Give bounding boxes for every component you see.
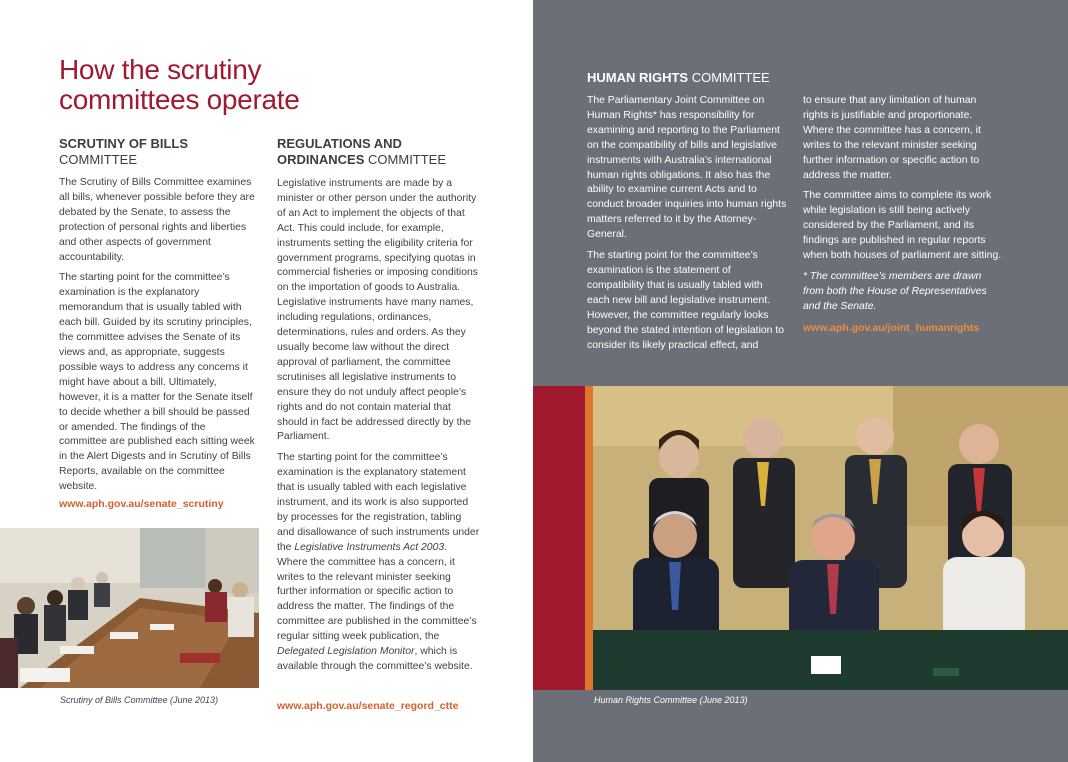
human-rights-link[interactable]: www.aph.gov.au/joint_humanrights: [803, 321, 980, 334]
publication-name: Delegated Legislation Monitor: [277, 646, 415, 658]
paragraph: Legislative instruments are made by a minister or other person under the authority of an Act to implement the objects of that Act. This could include, for example, instruments setting the eligibility criteria for government programs, specifying quotas in commercial fisheries or imposing conditions on the importation of goods to Australia. Legislative instruments have many names, including regulations, ordinances, determinations, rules and orders. As they usually become law without the direct approval of parliament, the committee scrutinises all legislative instruments to ensure they do not unduly affect people’s rights and do not contain material that should in fact be addressed directly by the Parliament.: [277, 178, 478, 443]
human-rights-caption: Human Rights Committee (June 2013): [594, 695, 748, 705]
accent-band-red: [533, 386, 585, 690]
human-rights-photo: [593, 386, 1068, 690]
human-rights-col1: [587, 94, 787, 359]
text-run: The starting point for the committee’s examination is the explanatory statement that is usually tabled with each legislative instrument, and its work is also supported by processes for the registration, tabling and disallowance of such instruments under the: [277, 452, 480, 553]
scrutiny-bills-photo: [0, 528, 259, 688]
accent-band-orange: [585, 386, 593, 690]
text-run: , which is available through the committee’s website.: [277, 646, 473, 672]
paragraph: The Scrutiny of Bills Committee examines all bills, whenever possible before they are debated by the Senate, to assess the protection of personal rights and liberties and other aspects of government accountability.: [59, 177, 255, 263]
heading-rest: COMMITTEE: [368, 152, 447, 167]
act-name: Legislative Instruments Act 2003: [294, 541, 445, 553]
membership-note: * The committee’s members are drawn from both the House of Representatives and the Senate.: [803, 270, 987, 312]
heading-bold-1: REGULATIONS AND: [277, 136, 402, 151]
meeting-room-image: [0, 528, 259, 688]
heading-bold: SCRUTINY OF BILLS: [59, 136, 189, 151]
human-rights-heading: [587, 70, 770, 85]
scrutiny-bills-link[interactable]: www.aph.gov.au/senate_scrutiny: [59, 498, 224, 510]
paragraph: [277, 451, 480, 675]
text-run: . Where the committee has a concern, it writes to the relevant minister seeking further information or specific action to address the matter. The findings of the committee are published in the committee’s regular sitting week publication, the: [277, 541, 477, 643]
scrutiny-bills-body: [59, 176, 255, 501]
heading-bold: HUMAN RIGHTS: [587, 70, 689, 85]
regulations-body: [277, 177, 480, 681]
paragraph: The committee aims to complete its work while legislation is still being actively considered by the Parliament, and its findings are published in regular reports when both houses of parliament are sitting.: [803, 190, 1002, 262]
paragraph: The starting point for the committee’s examination is the statement of compatibility that is usually tabled with each new bill and legislative instrument. However, the committee regularly looks beyond the stated intention of legislation to consider its likely practical effect, and: [587, 250, 784, 351]
regulations-heading: [277, 136, 497, 168]
human-rights-col2: [803, 94, 1003, 342]
heading-rest: COMMITTEE: [59, 152, 137, 167]
paragraph: The starting point for the committee’s examination is the explanatory memorandum that is usually tabled with each bill. Guided by its scrutiny principles, the committee advises the Senate of its views and, as appropriate, suggests possible ways to address any concerns it might have about a bill. Ultimately, however, it is a matter for the Senate itself to decide whether a bill should be passed or amended. The findings of the committee are published each sitting week in the Alert Digests and in Scrutiny of Bills Reports, available on the committee website.: [59, 272, 255, 493]
heading-rest: COMMITTEE: [691, 70, 770, 85]
page-title: How the scrutiny committees operate: [59, 54, 300, 115]
regulations-link[interactable]: www.aph.gov.au/senate_regord_ctte: [277, 700, 459, 712]
scrutiny-bills-caption: Scrutiny of Bills Committee (June 2013): [60, 695, 219, 705]
scrutiny-bills-heading: [59, 136, 259, 168]
heading-bold-2: ORDINANCES: [277, 152, 365, 167]
paragraph: The Parliamentary Joint Committee on Human Rights* has responsibility for examining and reporting to the Parliament on the compatibility of bills and legislative instruments with Australia’s international human rights obligations. It also has the ability to examine current Acts and to conduct broader inquiries into human rights matters referred to it by the Attorney-General.: [587, 95, 787, 241]
group-portrait-image: [593, 386, 1068, 690]
paragraph: to ensure that any limitation of human rights is justifiable and proportionate. Where the committee has a concern, it writes to the relevant minister seeking further information or specific action to address the matter.: [803, 95, 981, 181]
